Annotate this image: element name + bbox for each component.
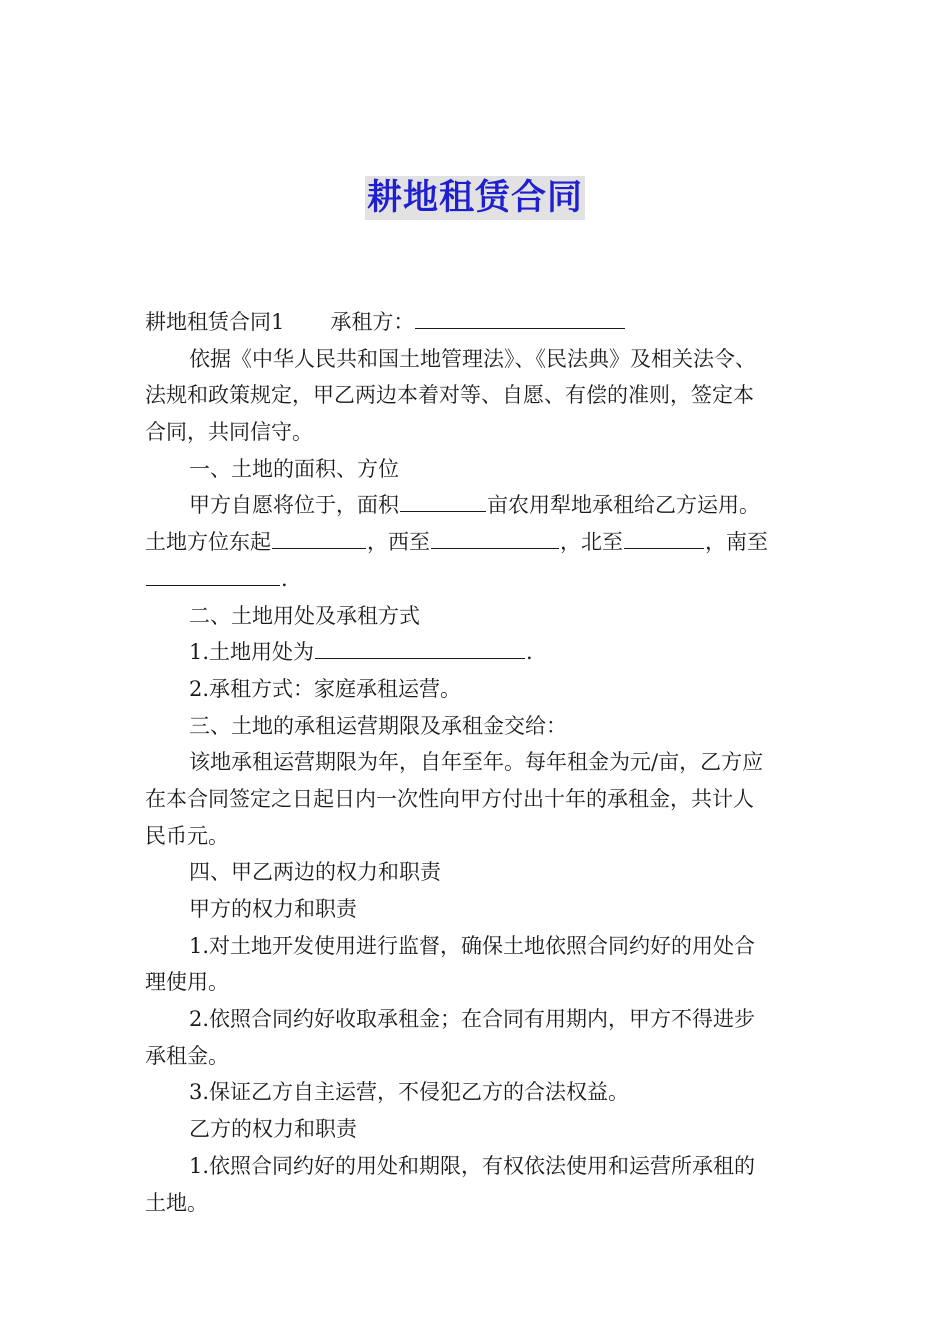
- section-heading: 一、土地的面积、方位: [189, 456, 399, 481]
- south-blank: [146, 563, 280, 586]
- paragraph-line: 依据《中华人民共和国土地管理法》、《民法典》及相关法令、: [189, 346, 756, 371]
- paragraph-line: 该地承租运营期限为年，自年至年。每年租金为元/亩，乙方应: [189, 750, 764, 775]
- paragraph-line: 在本合同签定之日起日内一次性向甲方付出十年的承租金，共计人: [145, 786, 754, 811]
- lessee-label: 承租方：: [330, 310, 415, 334]
- land-use-blank: [315, 636, 525, 659]
- paragraph-line: [145, 634, 810, 671]
- paragraph-line: 1.依照合同约好的用处和期限，有权依法使用和运营所承租的: [189, 1153, 756, 1178]
- text-segment: 甲方自愿将位于，面积: [189, 493, 399, 518]
- paragraph-line: 2.承租方式：家庭承租运营。: [189, 676, 462, 701]
- paragraph-line: 合同，共同信守。: [145, 420, 313, 445]
- section-heading: 三、土地的承租运营期限及承租金交给：: [189, 713, 567, 738]
- contract-heading-line: [145, 304, 810, 341]
- title-container: [0, 176, 950, 220]
- west-blank: [431, 526, 559, 549]
- document-title: 耕地租赁合同: [366, 178, 583, 218]
- text-segment: 土地方位东起: [145, 530, 271, 555]
- section-heading: 四、甲乙两边的权力和职责: [189, 860, 441, 885]
- text-segment: .: [281, 566, 288, 591]
- paragraph-line: 1.对土地开发使用进行监督，确保土地依照合同约好的用处合: [189, 933, 756, 958]
- text-segment: .: [526, 640, 533, 665]
- paragraph-line: 法规和政策规定，甲乙两边本着对等、自愿、有偿的准则，签定本: [145, 383, 754, 408]
- paragraph-line: 2.依照合同约好收取承租金；在合同有用期内，甲方不得进步: [189, 1007, 756, 1032]
- paragraph-line: 3.保证乙方自主运营，不侵犯乙方的合法权益。: [189, 1080, 630, 1105]
- paragraph-line: [145, 524, 810, 561]
- paragraph-line: 承租金。: [145, 1043, 229, 1068]
- contract-number: 耕地租赁合同1: [145, 310, 285, 334]
- text-segment: ，北至: [560, 530, 623, 555]
- lessee-blank: [415, 306, 625, 329]
- east-blank: [272, 526, 366, 549]
- text-segment: 1.土地用处为: [189, 640, 315, 665]
- text-segment: ，西至: [367, 530, 430, 555]
- paragraph-line: 民币元。: [145, 823, 229, 848]
- north-blank: [624, 526, 704, 549]
- section-heading: 二、土地用处及承租方式: [189, 603, 420, 628]
- paragraph-line: [145, 561, 810, 598]
- paragraph-line: 理使用。: [145, 970, 229, 995]
- area-blank: [400, 489, 486, 512]
- text-segment: ，南至: [705, 530, 768, 555]
- document-body: [145, 304, 810, 1221]
- text-segment: 亩农用犁地承租给乙方运用。: [487, 493, 760, 518]
- subsection-heading: 乙方的权力和职责: [189, 1117, 357, 1142]
- paragraph-line: [145, 487, 810, 524]
- paragraph-line: 土地。: [145, 1190, 208, 1215]
- subsection-heading: 甲方的权力和职责: [189, 897, 357, 921]
